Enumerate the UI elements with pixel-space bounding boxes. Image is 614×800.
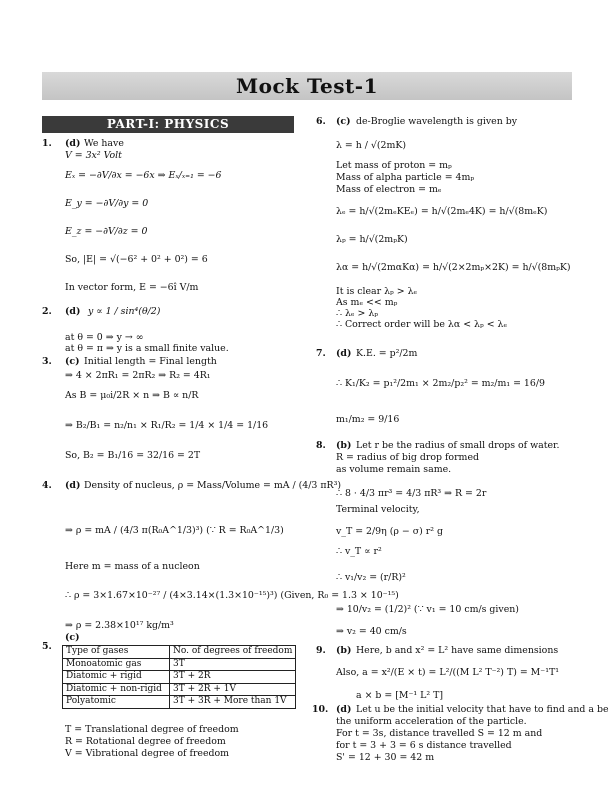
page-title: Mock Test-1 xyxy=(235,74,378,98)
equation: ∴ K₁/K₂ = p₁²/2m₁ × 2m₂/p₂² = m₂/m₁ = 16/9 xyxy=(336,378,545,389)
equation: a × b = [M⁻¹ L² T] xyxy=(356,690,444,701)
question-number: 9. xyxy=(316,645,326,656)
solution-line: It is clear λₚ > λₑ xyxy=(336,286,418,297)
solution-line: Let u be the initial velocity that have to find and a be xyxy=(356,704,609,715)
table-cell: 3T xyxy=(170,658,296,671)
equation: ∴ 8 · 4/3 πr³ = 4/3 πR³ ⇒ R = 2r xyxy=(336,488,487,499)
solution-line: Here m = mass of a nucleon xyxy=(65,561,200,572)
equation: ⇒ 10/v₂ = (1/2)² (∵ v₁ = 10 cm/s given) xyxy=(336,604,519,615)
solution-line: Here, b and x² = L² have same dimensions xyxy=(356,645,559,656)
note-line: V = Vibrational degree of freedom xyxy=(65,748,230,759)
solution-line: at θ = π ⇒ y is a small finite value. xyxy=(65,343,229,354)
solution-line: at θ = 0 ⇒ y → ∞ xyxy=(65,332,144,343)
question-number: 7. xyxy=(316,348,326,359)
table-cell: 3T + 2R xyxy=(170,671,296,684)
solution-line: for t = 3 + 3 = 6 s distance travelled xyxy=(336,740,512,751)
question-number: 4. xyxy=(42,480,52,491)
equation: m₁/m₂ = 9/16 xyxy=(336,414,400,425)
equation: v_T = 2/9η (ρ − σ) r² g xyxy=(336,526,443,537)
answer-option: (d) xyxy=(65,306,81,317)
equation: λα = h/√(2mαKα) = h/√(2×2mₚ×2K) = h/√(8mₚK) xyxy=(336,262,571,273)
table-cell: Polyatomic xyxy=(63,696,170,709)
equation: ⇒ 4 × 2πR₁ = 2πR₂ ⇒ R₂ = 4R₁ xyxy=(65,370,211,381)
solution-line: ∴ Correct order will be λα < λₚ < λₑ xyxy=(336,319,508,330)
equation: ⇒ v₂ = 40 cm/s xyxy=(336,626,407,637)
equation: λₑ = h/√(2mₑKEₑ) = h/√(2mₑ4K) = h/√(8mₑK) xyxy=(336,206,548,217)
question-number: 3. xyxy=(42,356,52,367)
solution-line: S' = 12 + 30 = 42 m xyxy=(336,752,435,763)
solution-line: as volume remain same. xyxy=(336,464,452,475)
answer-option: (b) xyxy=(336,645,352,656)
solution-line: Mass of electron = mₑ xyxy=(336,184,442,195)
question-number: 1. xyxy=(42,138,52,149)
answer-option: (d) xyxy=(336,348,352,359)
answer-option-label: (c) xyxy=(65,632,80,643)
equation: So, B₂ = B₁/16 = 32/16 = 2T xyxy=(65,450,201,461)
answer-option: (c) xyxy=(336,116,351,127)
equation: y ∝ 1 / sin⁴(θ/2) xyxy=(88,306,161,317)
solution-line: Mass of alpha particle = 4mₚ xyxy=(336,172,475,183)
table-header-row xyxy=(63,646,296,659)
solution-line: For t = 3s, distance travelled S = 12 m and xyxy=(336,728,543,739)
table-row xyxy=(63,683,296,696)
solution-line: R = radius of big drop formed xyxy=(336,452,479,463)
solution-line: As mₑ << mₚ xyxy=(336,297,398,308)
equation: E_z = −∂V/∂z = 0 xyxy=(65,226,148,237)
solution-line: We have xyxy=(84,138,124,149)
solution-line: Terminal velocity, xyxy=(336,504,420,515)
question-number: 2. xyxy=(42,306,52,317)
equation: ⇒ B₂/B₁ = n₂/n₁ × R₁/R₂ = 1/4 × 1/4 = 1/16 xyxy=(65,420,269,431)
part-heading: PART-I: PHYSICS xyxy=(42,116,294,133)
equation: ⇒ ρ = mA / (4/3 π(R₀A^1/3)³) (∵ R = R₀A^1/3) xyxy=(65,525,284,536)
equation: ∴ ρ = 3×1.67×10⁻²⁷ / (4×3.14×(1.3×10⁻¹⁵)³) (Given, R₀ = 1.3 × 10⁻¹⁵) xyxy=(65,590,399,601)
equation: K.E. = p²/2m xyxy=(356,348,418,359)
answer-option: (c) xyxy=(65,356,80,367)
table-cell: Diatomic + non-rigid xyxy=(63,683,170,696)
table-cell: 3T + 2R + 1V xyxy=(170,683,296,696)
table-cell: Diatomic + rigid xyxy=(63,671,170,684)
question-number: 8. xyxy=(316,440,326,451)
table-header-cell: Type of gases xyxy=(63,646,170,659)
table-row xyxy=(63,658,296,671)
equation: λ = h / √(2mK) xyxy=(336,140,407,151)
equation: Also, a = x²/(E × t) = L²/((M L² T⁻²) T) = M⁻¹T¹ xyxy=(336,667,559,678)
solution-line: the uniform acceleration of the particle. xyxy=(336,716,527,727)
equation: ⇒ ρ = 2.38×10¹⁷ kg/m³ xyxy=(65,620,174,631)
table-cell: Monoatomic gas xyxy=(63,658,170,671)
question-number: 6. xyxy=(316,116,326,127)
answer-option: (b) xyxy=(336,440,352,451)
equation: In vector form, E = −6î V/m xyxy=(65,282,199,293)
solution-line: V = 3x² Volt xyxy=(65,150,122,161)
note-line: R = Rotational degree of freedom xyxy=(65,736,226,747)
equation: As B = μ₀i/2R × n ⇒ B ∝ n/R xyxy=(65,390,199,401)
question-number: 10. xyxy=(312,704,329,715)
table-cell: 3T + 3R + More than 1V xyxy=(170,696,296,709)
equation: Eₓ = −∂V/∂x = −6x ⇒ Eₓ/ₓ₌₁ = −6 xyxy=(65,170,222,181)
note-line: T = Translational degree of freedom xyxy=(65,724,239,735)
solution-line: Let mass of proton = mₚ xyxy=(336,160,452,171)
equation: ∴ v_T ∝ r² xyxy=(336,546,382,557)
solution-line: de-Broglie wavelength is given by xyxy=(356,116,518,127)
equation: λₚ = h/√(2mₚK) xyxy=(336,234,408,245)
equation: So, |E| = √(−6² + 0² + 0²) = 6 xyxy=(65,254,208,265)
answer-option: (d) xyxy=(65,480,81,491)
answer-option: (d) xyxy=(65,138,81,149)
table-header-cell: No. of degrees of freedom xyxy=(170,646,296,659)
table-row xyxy=(63,696,296,709)
equation: Density of nucleus, ρ = Mass/Volume = mA / (4/3 πR³) xyxy=(84,480,342,491)
answer-option: (d) xyxy=(336,704,352,715)
question-number: 5. xyxy=(42,641,52,652)
table-row xyxy=(63,671,296,684)
equation: E_y = −∂V/∂y = 0 xyxy=(65,198,149,209)
solution-line: Initial length = Final length xyxy=(84,356,217,367)
solution-line: Let r be the radius of small drops of water. xyxy=(356,440,560,451)
degrees-of-freedom-table xyxy=(62,645,296,709)
solution-line: ∴ λₑ > λₚ xyxy=(336,308,379,319)
equation: ∴ v₁/v₂ = (r/R)² xyxy=(336,572,406,583)
